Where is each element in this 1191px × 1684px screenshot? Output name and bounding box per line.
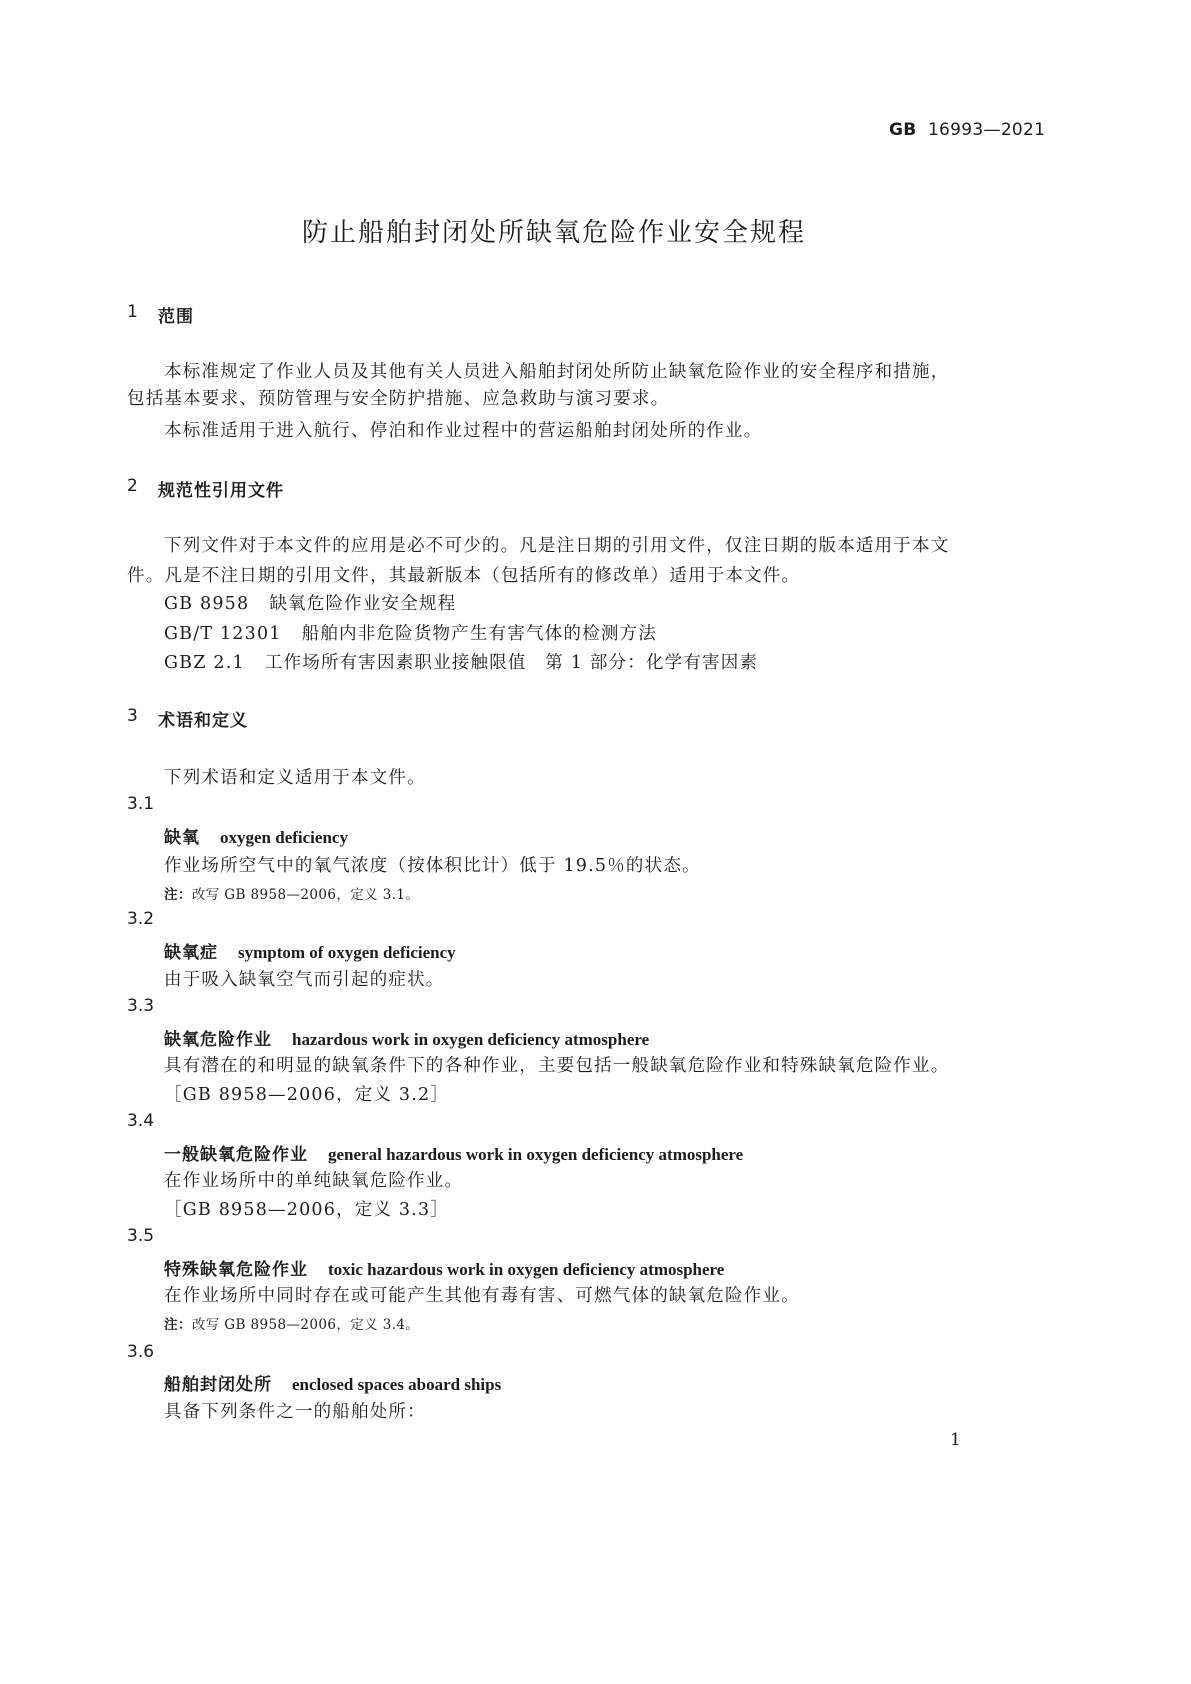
section-1-para2: 本标准适用于进入航行、停泊和作业过程中的营运船舶封闭处所的作业。 xyxy=(164,421,763,441)
note-text: 改写 GB 8958—2006，定义 3.4。 xyxy=(191,1317,420,1333)
page-number: 1 xyxy=(950,1430,961,1450)
term-number: 3.1 xyxy=(127,794,155,814)
section-3-heading: 术语和定义 xyxy=(158,711,248,731)
term-english: oxygen deficiency xyxy=(220,828,348,847)
section-1-heading: 范围 xyxy=(158,307,194,327)
section-1-para1-line2: 包括基本要求、预防管理与安全防护措施、应急救助与演习要求。 xyxy=(127,389,670,409)
term-heading xyxy=(164,1370,501,1395)
section-1-number: 1 xyxy=(127,302,138,322)
term-note xyxy=(164,883,419,903)
term-heading xyxy=(164,1255,724,1280)
term-english: symptom of oxygen deficiency xyxy=(238,943,456,962)
term-chinese: 船舶封闭处所 xyxy=(164,1375,272,1395)
term-chinese: 缺氧症 xyxy=(164,943,218,963)
reference-item xyxy=(164,590,456,615)
term-english: general hazardous work in oxygen deficiency atmosphere xyxy=(328,1145,744,1164)
reference-code: GB/T 12301 xyxy=(164,624,282,644)
document-title: 防止船舶封闭处所缺氧危险作业安全规程 xyxy=(302,218,807,248)
term-definition: 具备下列条件之一的船舶处所： xyxy=(164,1402,426,1422)
term-definition: 在作业场所中同时存在或可能产生其他有毒有害、可燃气体的缺氧危险作业。 xyxy=(164,1286,800,1306)
term-definition: 在作业场所中的单纯缺氧危险作业。 xyxy=(164,1171,464,1191)
term-definition: 由于吸入缺氧空气而引起的症状。 xyxy=(164,970,445,990)
reference-title: 缺氧危险作业安全规程 xyxy=(269,594,457,614)
term-heading xyxy=(164,938,456,963)
term-chinese: 缺氧 xyxy=(164,828,200,848)
term-heading xyxy=(164,1140,743,1165)
section-2-number: 2 xyxy=(127,476,138,496)
reference-title: 船舶内非危险货物产生有害气体的检测方法 xyxy=(301,624,657,644)
reference-title: 工作场所有害因素职业接触限值 第 1 部分：化学有害因素 xyxy=(264,653,759,673)
term-number: 3.3 xyxy=(127,996,155,1016)
term-english: hazardous work in oxygen deficiency atmosphere xyxy=(292,1030,650,1049)
term-chinese: 缺氧危险作业 xyxy=(164,1030,272,1050)
reference-item xyxy=(164,649,758,674)
standard-code: 16993—2021 xyxy=(927,120,1046,140)
term-chinese: 一般缺氧危险作业 xyxy=(164,1145,308,1165)
section-2-para1-line1: 下列文件对于本文件的应用是必不可少的。凡是注日期的引用文件，仅注日期的版本适用于本文 xyxy=(164,536,950,556)
term-source: ［GB 8958—2006，定义 3.3］ xyxy=(164,1200,450,1220)
term-english: enclosed spaces aboard ships xyxy=(292,1375,502,1394)
term-number: 3.4 xyxy=(127,1111,155,1131)
term-number: 3.6 xyxy=(127,1342,155,1362)
term-heading xyxy=(164,823,348,848)
term-source: ［GB 8958—2006，定义 3.2］ xyxy=(164,1085,450,1105)
term-number: 3.5 xyxy=(127,1226,155,1246)
section-3-intro: 下列术语和定义适用于本文件。 xyxy=(164,768,426,788)
reference-item xyxy=(164,620,657,645)
note-text: 改写 GB 8958—2006，定义 3.1。 xyxy=(191,887,420,903)
term-note xyxy=(164,1313,419,1333)
section-1-para1-line1: 本标准规定了作业人员及其他有关人员进入船舶封闭处所防止缺氧危险作业的安全程序和措施， xyxy=(164,362,950,382)
note-label: 注： xyxy=(164,1317,192,1333)
section-2-para1-line2: 件。凡是不注日期的引用文件，其最新版本（包括所有的修改单）适用于本文件。 xyxy=(127,566,801,586)
note-label: 注： xyxy=(164,887,192,903)
term-chinese: 特殊缺氧危险作业 xyxy=(164,1260,308,1280)
standard-prefix: GB xyxy=(889,120,917,140)
term-number: 3.2 xyxy=(127,909,155,929)
term-heading xyxy=(164,1025,649,1050)
term-definition: 作业场所空气中的氧气浓度（按体积比计）低于 19.5％的状态。 xyxy=(164,856,701,876)
section-2-heading: 规范性引用文件 xyxy=(158,481,284,501)
section-3-number: 3 xyxy=(127,706,138,726)
reference-code: GBZ 2.1 xyxy=(164,653,245,673)
standard-number xyxy=(889,120,1045,140)
term-english: toxic hazardous work in oxygen deficiency atmosphere xyxy=(328,1260,725,1279)
reference-code: GB 8958 xyxy=(164,594,250,614)
term-definition: 具有潜在的和明显的缺氧条件下的各种作业，主要包括一般缺氧危险作业和特殊缺氧危险作业。 xyxy=(164,1056,950,1076)
